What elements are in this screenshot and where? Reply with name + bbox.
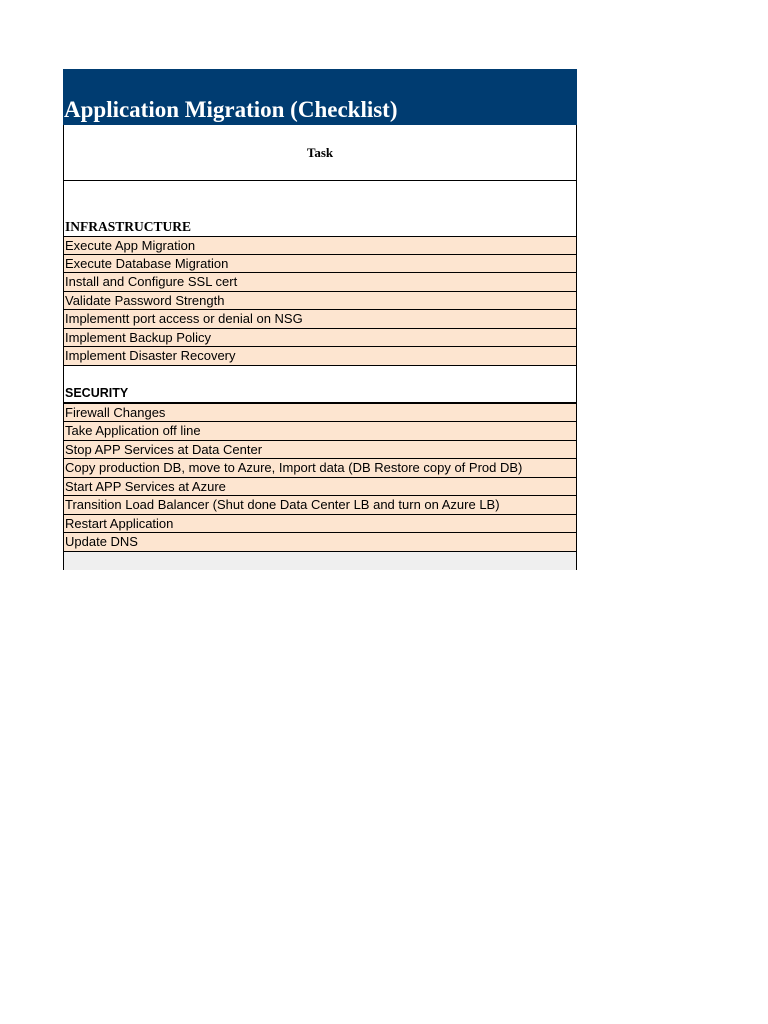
task-row[interactable]: Take Application off line [63,422,577,441]
section-header-security [63,366,577,404]
section-header-infrastructure [63,181,577,236]
task-row[interactable]: Implement Disaster Recovery [63,347,577,366]
checklist-sheet [63,69,577,570]
task-row[interactable]: Stop APP Services at Data Center [63,441,577,460]
section-label-security: SECURITY [65,385,129,400]
page-title: Application Migration (Checklist) [64,97,398,122]
task-row[interactable]: Transition Load Balancer (Shut done Data Center LB and turn on Azure LB) [63,496,577,515]
task-row[interactable]: Implementt port access or denial on NSG [63,310,577,329]
task-row[interactable]: Restart Application [63,515,577,534]
empty-footer-row [63,552,577,570]
security-task-list [63,404,577,552]
task-row[interactable]: Copy production DB, move to Azure, Import data (DB Restore copy of Prod DB) [63,459,577,478]
task-row[interactable]: Implement Backup Policy [63,329,577,348]
task-row[interactable]: Install and Configure SSL cert [63,273,577,292]
task-column-header [63,125,577,181]
task-row[interactable]: Execute Database Migration [63,255,577,274]
task-row[interactable]: Validate Password Strength [63,292,577,311]
title-bar [63,69,577,125]
task-header-label: Task [306,144,334,160]
infrastructure-task-list [63,236,577,366]
task-row[interactable]: Execute App Migration [63,236,577,255]
task-row[interactable]: Update DNS [63,533,577,552]
task-row[interactable]: Firewall Changes [63,404,577,423]
section-label-infrastructure: INFRASTRUCTURE [65,219,192,234]
task-row[interactable]: Start APP Services at Azure [63,478,577,497]
